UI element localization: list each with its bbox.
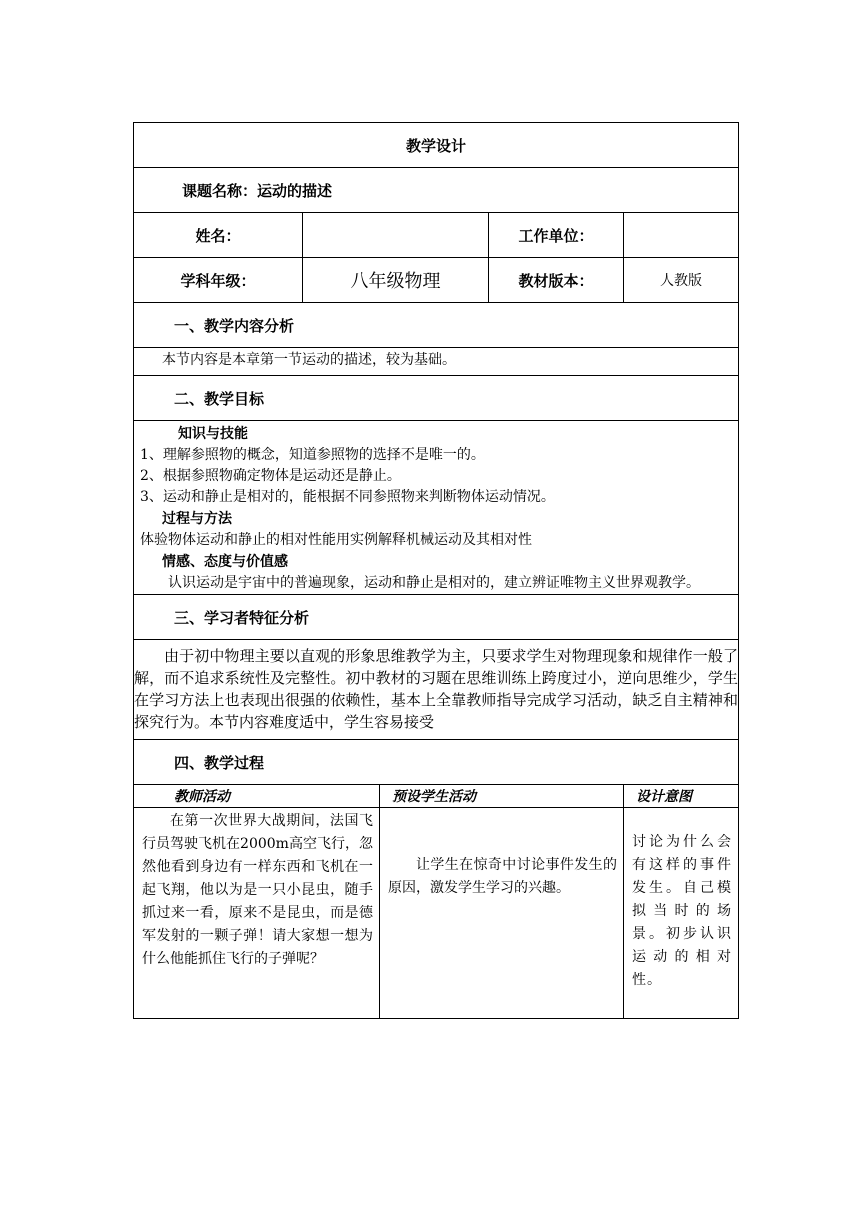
topic-label: 课题名称： (182, 181, 258, 200)
student-activity-text: 让学生在惊奇中讨论事件发生的原因，激发学生学习的兴趣。 (380, 808, 624, 1019)
topic-row (134, 168, 739, 213)
design-intent-text: 讨论为什么会有这样的事件发生。自己模拟当时的场景。初步认识运动的相对性。 (624, 808, 739, 1019)
name-label: 姓名： (134, 213, 303, 258)
section3-text: 由于初中物理主要以直观的形象思维教学为主，只要求学生对物理现象和规律作一般了解，而不追求系统性及完整性。初中教材的习题在思维训练上跨度过小，逆向思维少，学生在学习方法上也表现出很强的依赖性，基本上全靠教师指导完成学习活动，缺乏自主精神和探究行为。本节内容难度适中，学生容易接受 (134, 640, 739, 740)
edition-value: 人教版 (624, 258, 739, 303)
objective-item: 2、根据参照物确定物体是运动还是静止。 (140, 468, 401, 484)
unit-value (624, 213, 739, 258)
section4-heading: 四、教学过程 (134, 740, 739, 785)
document-title: 教学设计 (134, 123, 739, 168)
design-intent-header: 设计意图 (624, 785, 739, 808)
attitude-values-text: 认识运动是宇宙中的普遍现象，运动和静止是相对的，建立辨证唯物主义世界观教学。 (168, 575, 700, 591)
section2-heading: 二、教学目标 (134, 376, 739, 421)
teacher-activity-text: 在第一次世界大战期间，法国飞行员驾驶飞机在2000m高空飞行，忽然他看到身边有一样东西和飞机在一起飞翔，他以为是一只小昆虫，随手抓过来一看，原来不是昆虫，而是德军发射的一颗子弹！请大家想一想为什么他能抓住飞行的子弹呢？ (134, 808, 380, 1019)
unit-label: 工作单位： (489, 213, 624, 258)
section1-text: 本节内容是本章第一节运动的描述，较为基础。 (134, 348, 739, 376)
edition-label: 教材版本： (489, 258, 624, 303)
process-method-text: 体验物体运动和静止的相对性能用实例解释机械运动及其相对性 (140, 532, 532, 548)
objective-item: 1、理解参照物的概念，知道参照物的选择不是唯一的。 (140, 447, 485, 463)
grade-label: 学科年级： (134, 258, 303, 303)
section1-heading: 一、教学内容分析 (134, 303, 739, 348)
lesson-plan-table (133, 122, 739, 1019)
objective-item: 3、运动和静止是相对的，能根据不同参照物来判断物体运动情况。 (140, 489, 555, 505)
grade-value: 八年级物理 (303, 258, 489, 303)
student-activity-header: 预设学生活动 (380, 785, 624, 808)
process-method-heading: 过程与方法 (162, 511, 232, 527)
topic-value: 运动的描述 (257, 181, 333, 200)
teacher-activity-header: 教师活动 (134, 785, 380, 808)
section3-heading: 三、学习者特征分析 (134, 595, 739, 640)
knowledge-skills-heading: 知识与技能 (178, 426, 248, 442)
attitude-values-heading: 情感、态度与价值感 (162, 554, 288, 570)
name-value (303, 213, 489, 258)
section2-body (134, 421, 739, 595)
